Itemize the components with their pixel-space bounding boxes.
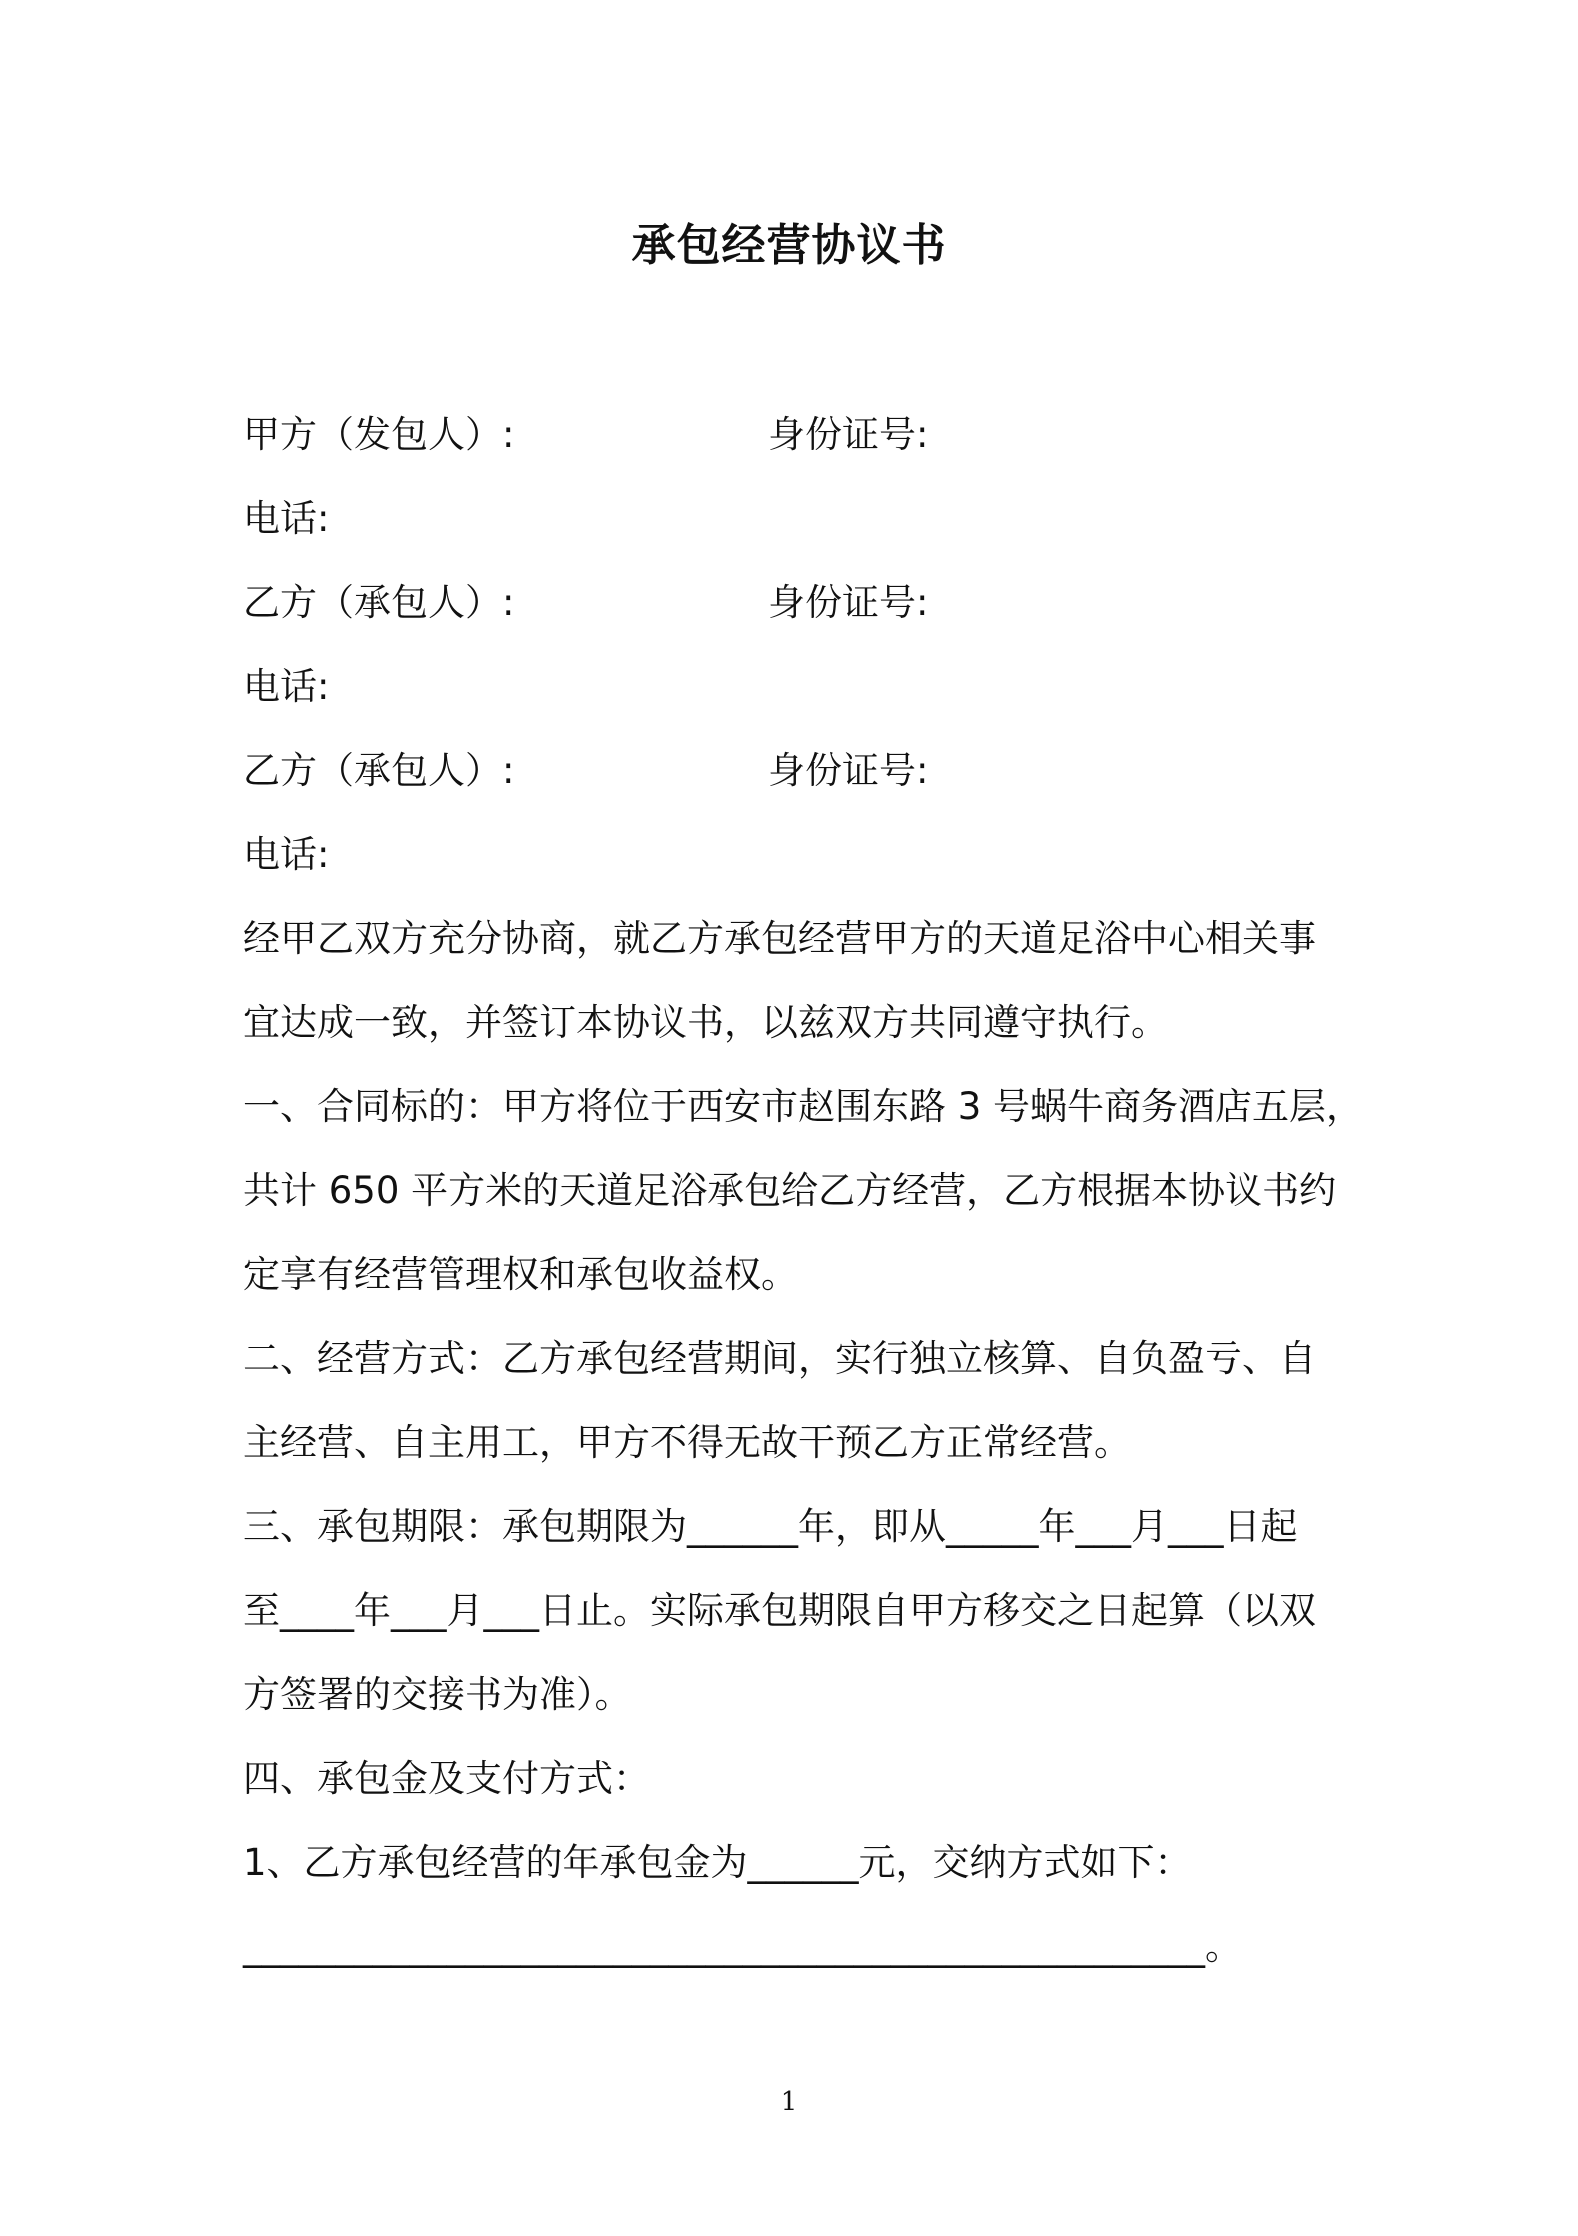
party-a-id-label: 身份证号: <box>768 413 929 456</box>
body-line: 主经营、自主用工，甲方不得无故干预乙方正常经营。 <box>243 1421 1131 1464</box>
body-line-blank: ____________________________________________________。 <box>243 1925 1242 1968</box>
page-number: 1 <box>780 2087 798 2117</box>
party-b1-id-label: 身份证号: <box>768 581 929 624</box>
document-title: 承包经营协议书 <box>631 220 947 271</box>
body-line: 至____年___月___日止。实际承包期限自甲方移交之日起算（以双 <box>243 1589 1316 1632</box>
body-line: 1、乙方承包经营的年承包金为______元，交纳方式如下： <box>243 1841 1192 1884</box>
body-line: 四、承包金及支付方式： <box>243 1757 650 1800</box>
party-b1-phone-label: 电话: <box>243 665 330 708</box>
body-line: 三、承包期限：承包期限为______年，即从_____年___月___日起 <box>243 1505 1298 1548</box>
party-a-phone-label: 电话: <box>243 497 330 540</box>
party-a-label: 甲方（发包人）: <box>243 413 515 456</box>
body-line: 宜达成一致，并签订本协议书，以兹双方共同遵守执行。 <box>243 1001 1168 1044</box>
body-line: 经甲乙双方充分协商，就乙方承包经营甲方的天道足浴中心相关事 <box>243 917 1316 960</box>
body-line: 定享有经营管理权和承包收益权。 <box>243 1253 798 1296</box>
party-b2-id-label: 身份证号: <box>768 749 929 792</box>
party-b2-label: 乙方（承包人）: <box>243 749 515 792</box>
body-line: 一、合同标的：甲方将位于西安市赵围东路 3 号蜗牛商务酒店五层， <box>243 1085 1364 1128</box>
body-line: 方签署的交接书为准）。 <box>243 1673 632 1716</box>
party-b1-label: 乙方（承包人）: <box>243 581 515 624</box>
body-line: 二、经营方式：乙方承包经营期间，实行独立核算、自负盈亏、自 <box>243 1337 1316 1380</box>
body-line: 共计 650 平方米的天道足浴承包给乙方经营，乙方根据本协议书约 <box>243 1169 1337 1212</box>
party-b2-phone-label: 电话: <box>243 833 330 876</box>
